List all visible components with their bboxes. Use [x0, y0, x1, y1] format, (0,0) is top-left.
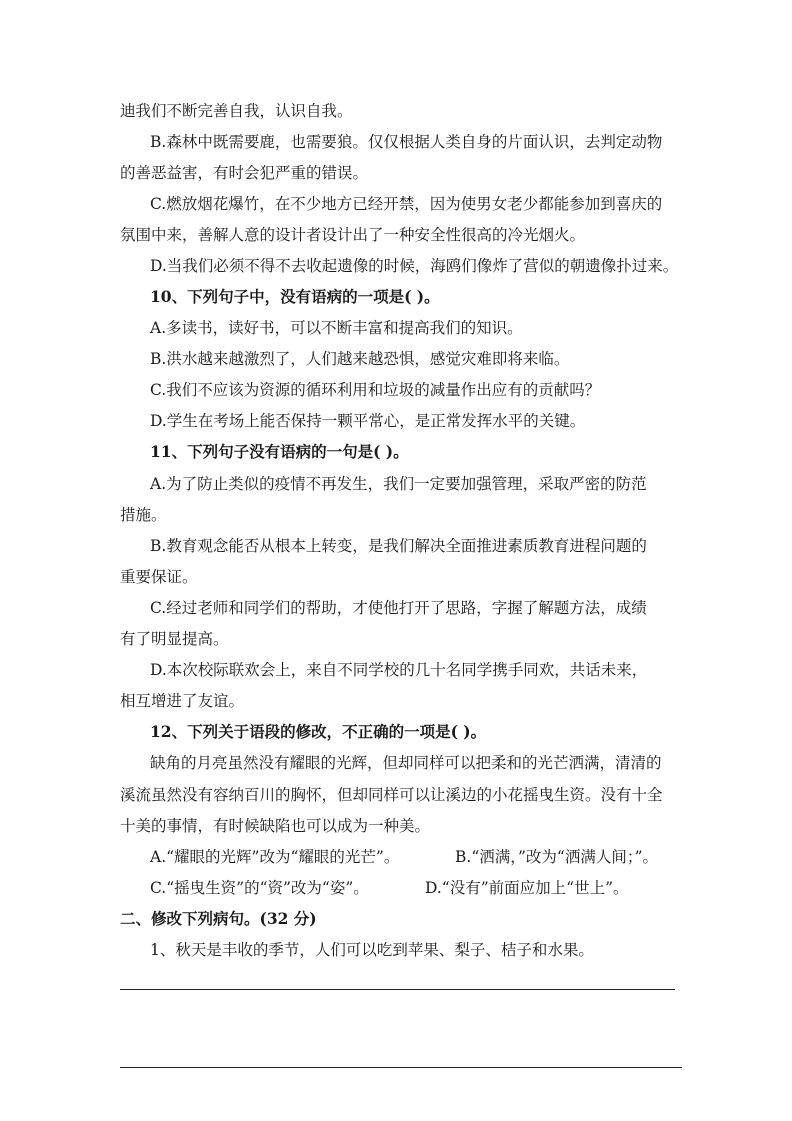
- q11-option-d-line1: D.本次校际联欢会上，来自不同学校的几十名同学携手同欢，共话未来，: [150, 661, 648, 679]
- q10-option-c: C.我们不应该为资源的循环利用和垃圾的减量作出应有的贡献吗？: [150, 381, 601, 399]
- q12-stem: 12、下列关于语段的修改，不正确的一项是( )。: [150, 722, 487, 741]
- answer-line[interactable]: [120, 989, 675, 990]
- q12-passage-line2: 溪流虽然没有容纳百川的胸怀，但却同样可以让溪边的小花摇曳生资。没有十全: [120, 786, 663, 804]
- q12-passage-line1: 缺角的月亮虽然没有耀眼的光辉，但却同样可以把柔和的光芒洒满，清清的: [150, 754, 662, 772]
- q9-option-b-line2: 的善恶益害，有时会犯严重的错误。: [120, 164, 369, 182]
- section2-heading: 二、修改下列病句。(32 分): [120, 909, 317, 928]
- q12-passage-line3: 十美的事情，有时候缺陷也可以成为一种美。: [120, 817, 431, 835]
- q11-option-c-line1: C.经过老师和同学们的帮助，才使他打开了思路，字握了解题方法，成绩: [150, 599, 647, 617]
- answer-line[interactable]: [120, 1067, 682, 1068]
- section2-question-1: 1、秋天是丰收的季节，人们可以吃到苹果、梨子、桔子和水果。: [150, 941, 594, 959]
- q11-option-d-line2: 相互增进了友谊。: [120, 692, 245, 710]
- q12-option-a: A.“耀眼的光辉”改为“耀眼的光芒”。: [150, 848, 400, 866]
- q10-stem: 10、下列句子中，没有语病的一项是( )。: [150, 287, 440, 306]
- q11-option-b-line2: 重要保证。: [120, 568, 198, 586]
- q9-option-c-line2: 氛围中来，善解人意的设计者设计出了一种安全性很高的冷光烟火。: [120, 226, 586, 244]
- q10-option-b: B.洪水越来越激烈了，人们越来越恐惧，感觉灾难即将来临。: [150, 350, 570, 368]
- q11-option-a-line1: A.为了防止类似的疫情不再发生，我们一定要加强管理，采取严密的防范: [150, 475, 647, 493]
- q11-option-b-line1: B.教育观念能否从根本上转变，是我们解决全面推进素质教育进程问题的: [150, 537, 647, 555]
- q9-option-c-line1: C.燃放烟花爆竹，在不少地方已经开禁，因为使男女老少都能参加到喜庆的: [150, 195, 663, 213]
- q11-option-a-line2: 措施。: [120, 506, 167, 524]
- q12-option-c: C.“摇曳生资”的“资”改为“姿”。: [150, 879, 369, 897]
- q10-option-d: D.学生在考场上能否保持一颗平常心，是正常发挥水平的关键。: [150, 412, 586, 430]
- q12-option-d: D.“没有”前面应加上“世上”。: [425, 879, 629, 897]
- q10-option-a: A.多读书，读好书，可以不断丰富和提高我们的知识。: [150, 319, 523, 337]
- q11-option-c-line2: 有了明显提高。: [120, 630, 229, 648]
- q11-stem: 11、下列句子没有语病的一句是( )。: [150, 442, 409, 461]
- q9-option-d-line1: D.当我们必须不得不去收起遗像的时候，海鸥们像炸了营似的朝遗像扑过来。: [150, 257, 679, 275]
- continuation-text: 迪我们不断完善自我，认识自我。: [120, 102, 353, 120]
- q9-option-b-line1: B.森林中既需要鹿，也需要狼。仅仅根据人类自身的片面认识，去判定动物: [150, 133, 663, 151]
- q12-option-b: B.“洒满，”改为“洒满人间；”。: [455, 848, 659, 866]
